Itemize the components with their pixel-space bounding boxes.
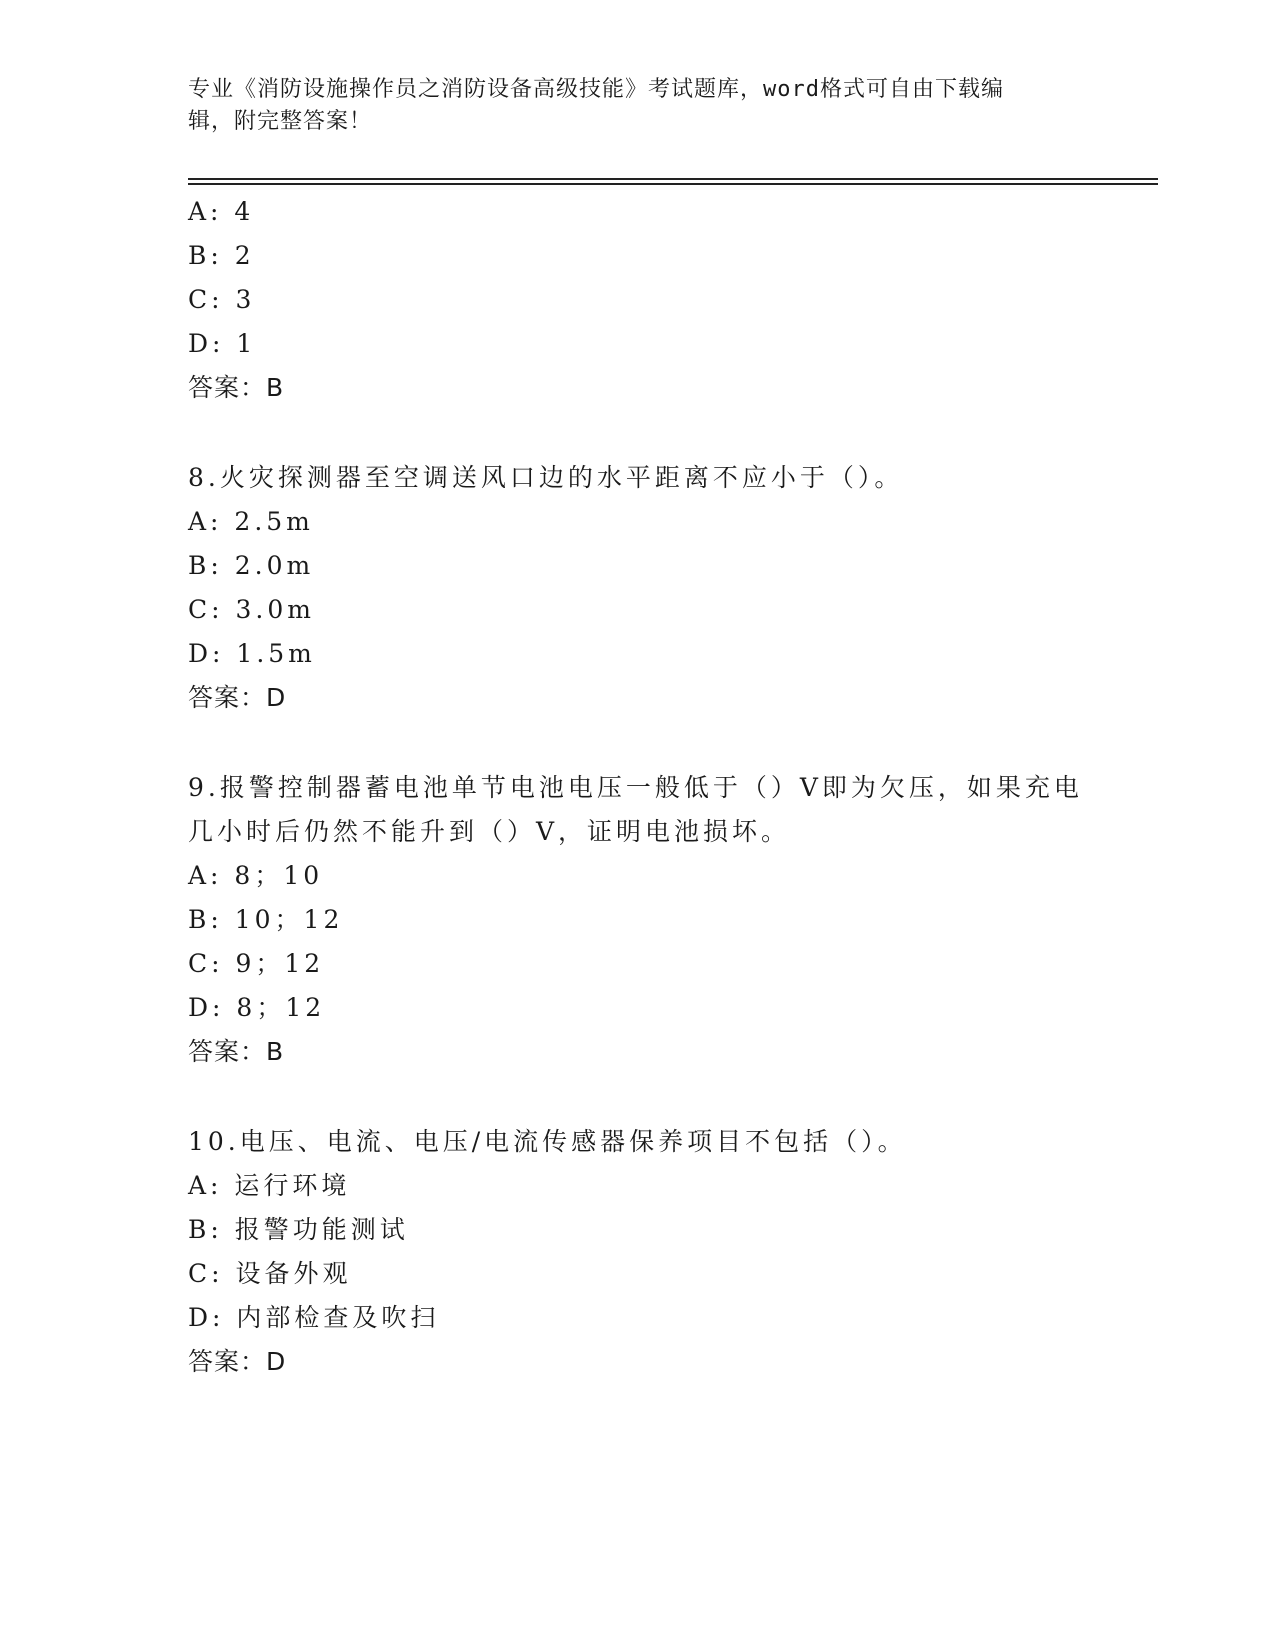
q7-option-b: B: 2 — [188, 241, 255, 270]
q9-option-b: B: 10；12 — [188, 905, 344, 934]
q10-option-a: A: 运行环境 — [188, 1171, 351, 1200]
header-line-1: 专业《消防设施操作员之消防设备高级技能》考试题库，word格式可自由下载编 — [188, 77, 1004, 102]
q8-answer: 答案：D — [188, 683, 287, 712]
q7-option-a: A: 4 — [188, 197, 255, 226]
q8-option-b: B: 2.0m — [188, 551, 315, 580]
q9-stem-line-2: 几小时后仍然不能升到（）V，证明电池损坏。 — [188, 817, 791, 846]
q8-option-c: C: 3.0m — [188, 595, 315, 624]
q10-option-c: C: 设备外观 — [188, 1259, 352, 1288]
q9-option-a: A: 8；10 — [188, 861, 324, 890]
q7-option-c: C: 3 — [188, 285, 256, 314]
q10-answer: 答案：D — [188, 1347, 287, 1376]
q9-stem-line-1: 9.报警控制器蓄电池单节电池电压一般低于（）V即为欠压，如果充电 — [188, 773, 1083, 802]
q7-answer: 答案：B — [188, 373, 285, 402]
q9-answer: 答案：B — [188, 1037, 285, 1066]
q9-option-c: C: 9；12 — [188, 949, 325, 978]
document-header — [188, 74, 1068, 138]
q8-option-d: D: 1.5m — [188, 639, 316, 668]
q10-option-b: B: 报警功能测试 — [188, 1215, 409, 1244]
q8-option-a: A: 2.5m — [188, 507, 314, 536]
q10-stem: 10.电压、电流、电压/电流传感器保养项目不包括（）。 — [188, 1127, 907, 1156]
q8-stem: 8.火灾探测器至空调送风口边的水平距离不应小于（）。 — [188, 463, 904, 492]
header-divider-bottom — [188, 183, 1158, 185]
q9-option-d: D: 8；12 — [188, 993, 326, 1022]
header-line-2: 辑，附完整答案！ — [188, 109, 373, 134]
q10-option-d: D: 内部检查及吹扫 — [188, 1303, 440, 1332]
header-divider-top — [188, 178, 1158, 180]
q7-option-d: D: 1 — [188, 329, 257, 358]
